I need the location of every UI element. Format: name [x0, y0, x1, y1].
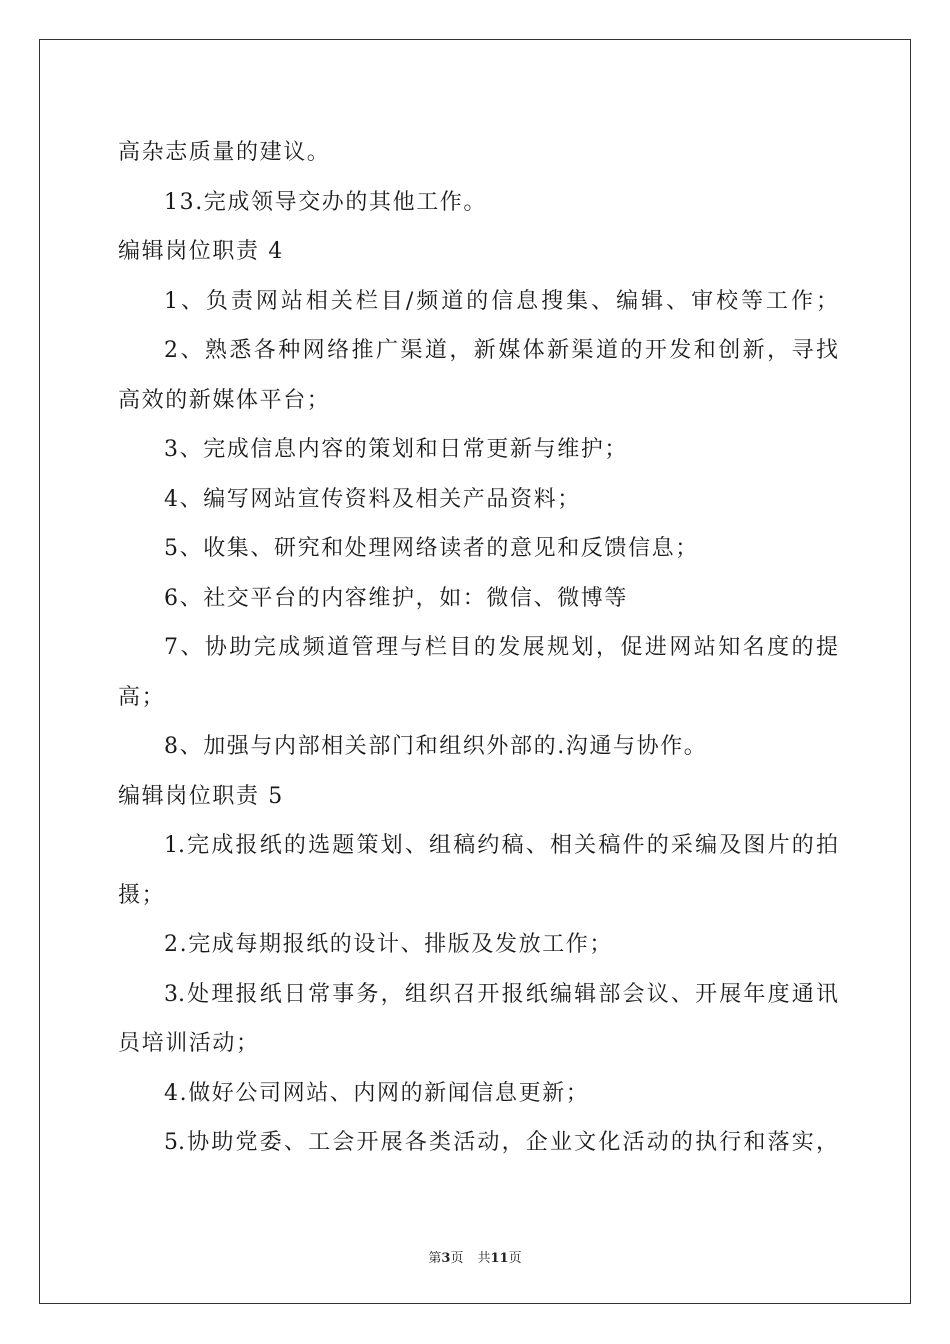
- text-line: 高；: [118, 684, 166, 710]
- total-pages-prefix: 共: [477, 1251, 491, 1266]
- text-line: 4.做好公司网站、内网的新闻信息更新；: [164, 1080, 590, 1106]
- page-number-current: 3: [441, 1251, 451, 1266]
- text-line: 7、协助完成频道管理与栏目的发展规划，促进网站知名度的提: [164, 635, 838, 660]
- text-line: 8、加强与内部相关部门和组织外部的.沟通与协作。: [164, 734, 708, 759]
- text-line: 3.处理报纸日常事务，组织召开报纸编辑部会议、开展年度通讯: [164, 981, 838, 1007]
- text-line: 6、社交平台的内容维护，如：微信、微博等: [164, 585, 628, 611]
- text-line: 高效的新媒体平台；: [118, 387, 331, 413]
- document-body: [118, 128, 838, 1168]
- total-pages-suffix: 页: [508, 1251, 522, 1266]
- text-line: 编辑岗位职责 5: [118, 783, 284, 809]
- text-line: 员培训活动；: [118, 1031, 260, 1056]
- text-line: 编辑岗位职责 4: [118, 239, 284, 264]
- text-line: 4、编写网站宣传资料及相关产品资料；: [164, 486, 581, 512]
- total-pages-count: 11: [490, 1251, 509, 1266]
- page-number-suffix: 页: [450, 1251, 464, 1266]
- text-line: 2、熟悉各种网络推广渠道，新媒体新渠道的开发和创新，寻找: [164, 338, 838, 363]
- text-line: 5.协助党委、工会开展各类活动，企业文化活动的执行和落实，: [164, 1130, 838, 1155]
- page-number-prefix: 第: [428, 1251, 442, 1266]
- text-line: 1.完成报纸的选题策划、组稿约稿、相关稿件的采编及图片的拍: [164, 833, 838, 858]
- text-line: 1、负责网站相关栏目/频道的信息搜集、编辑、审校等工作；: [164, 288, 838, 314]
- text-line: 5、收集、研究和处理网络读者的意见和反馈信息；: [164, 536, 699, 561]
- text-line: 摄；: [118, 882, 166, 908]
- text-line: 3、完成信息内容的策划和日常更新与维护；: [164, 437, 628, 462]
- text-line: 高杂志质量的建议。: [118, 140, 331, 165]
- text-line: 2.完成每期报纸的设计、排版及发放工作；: [164, 932, 613, 957]
- page-footer: [0, 1247, 950, 1266]
- text-line: 13.完成领导交办的其他工作。: [164, 189, 487, 215]
